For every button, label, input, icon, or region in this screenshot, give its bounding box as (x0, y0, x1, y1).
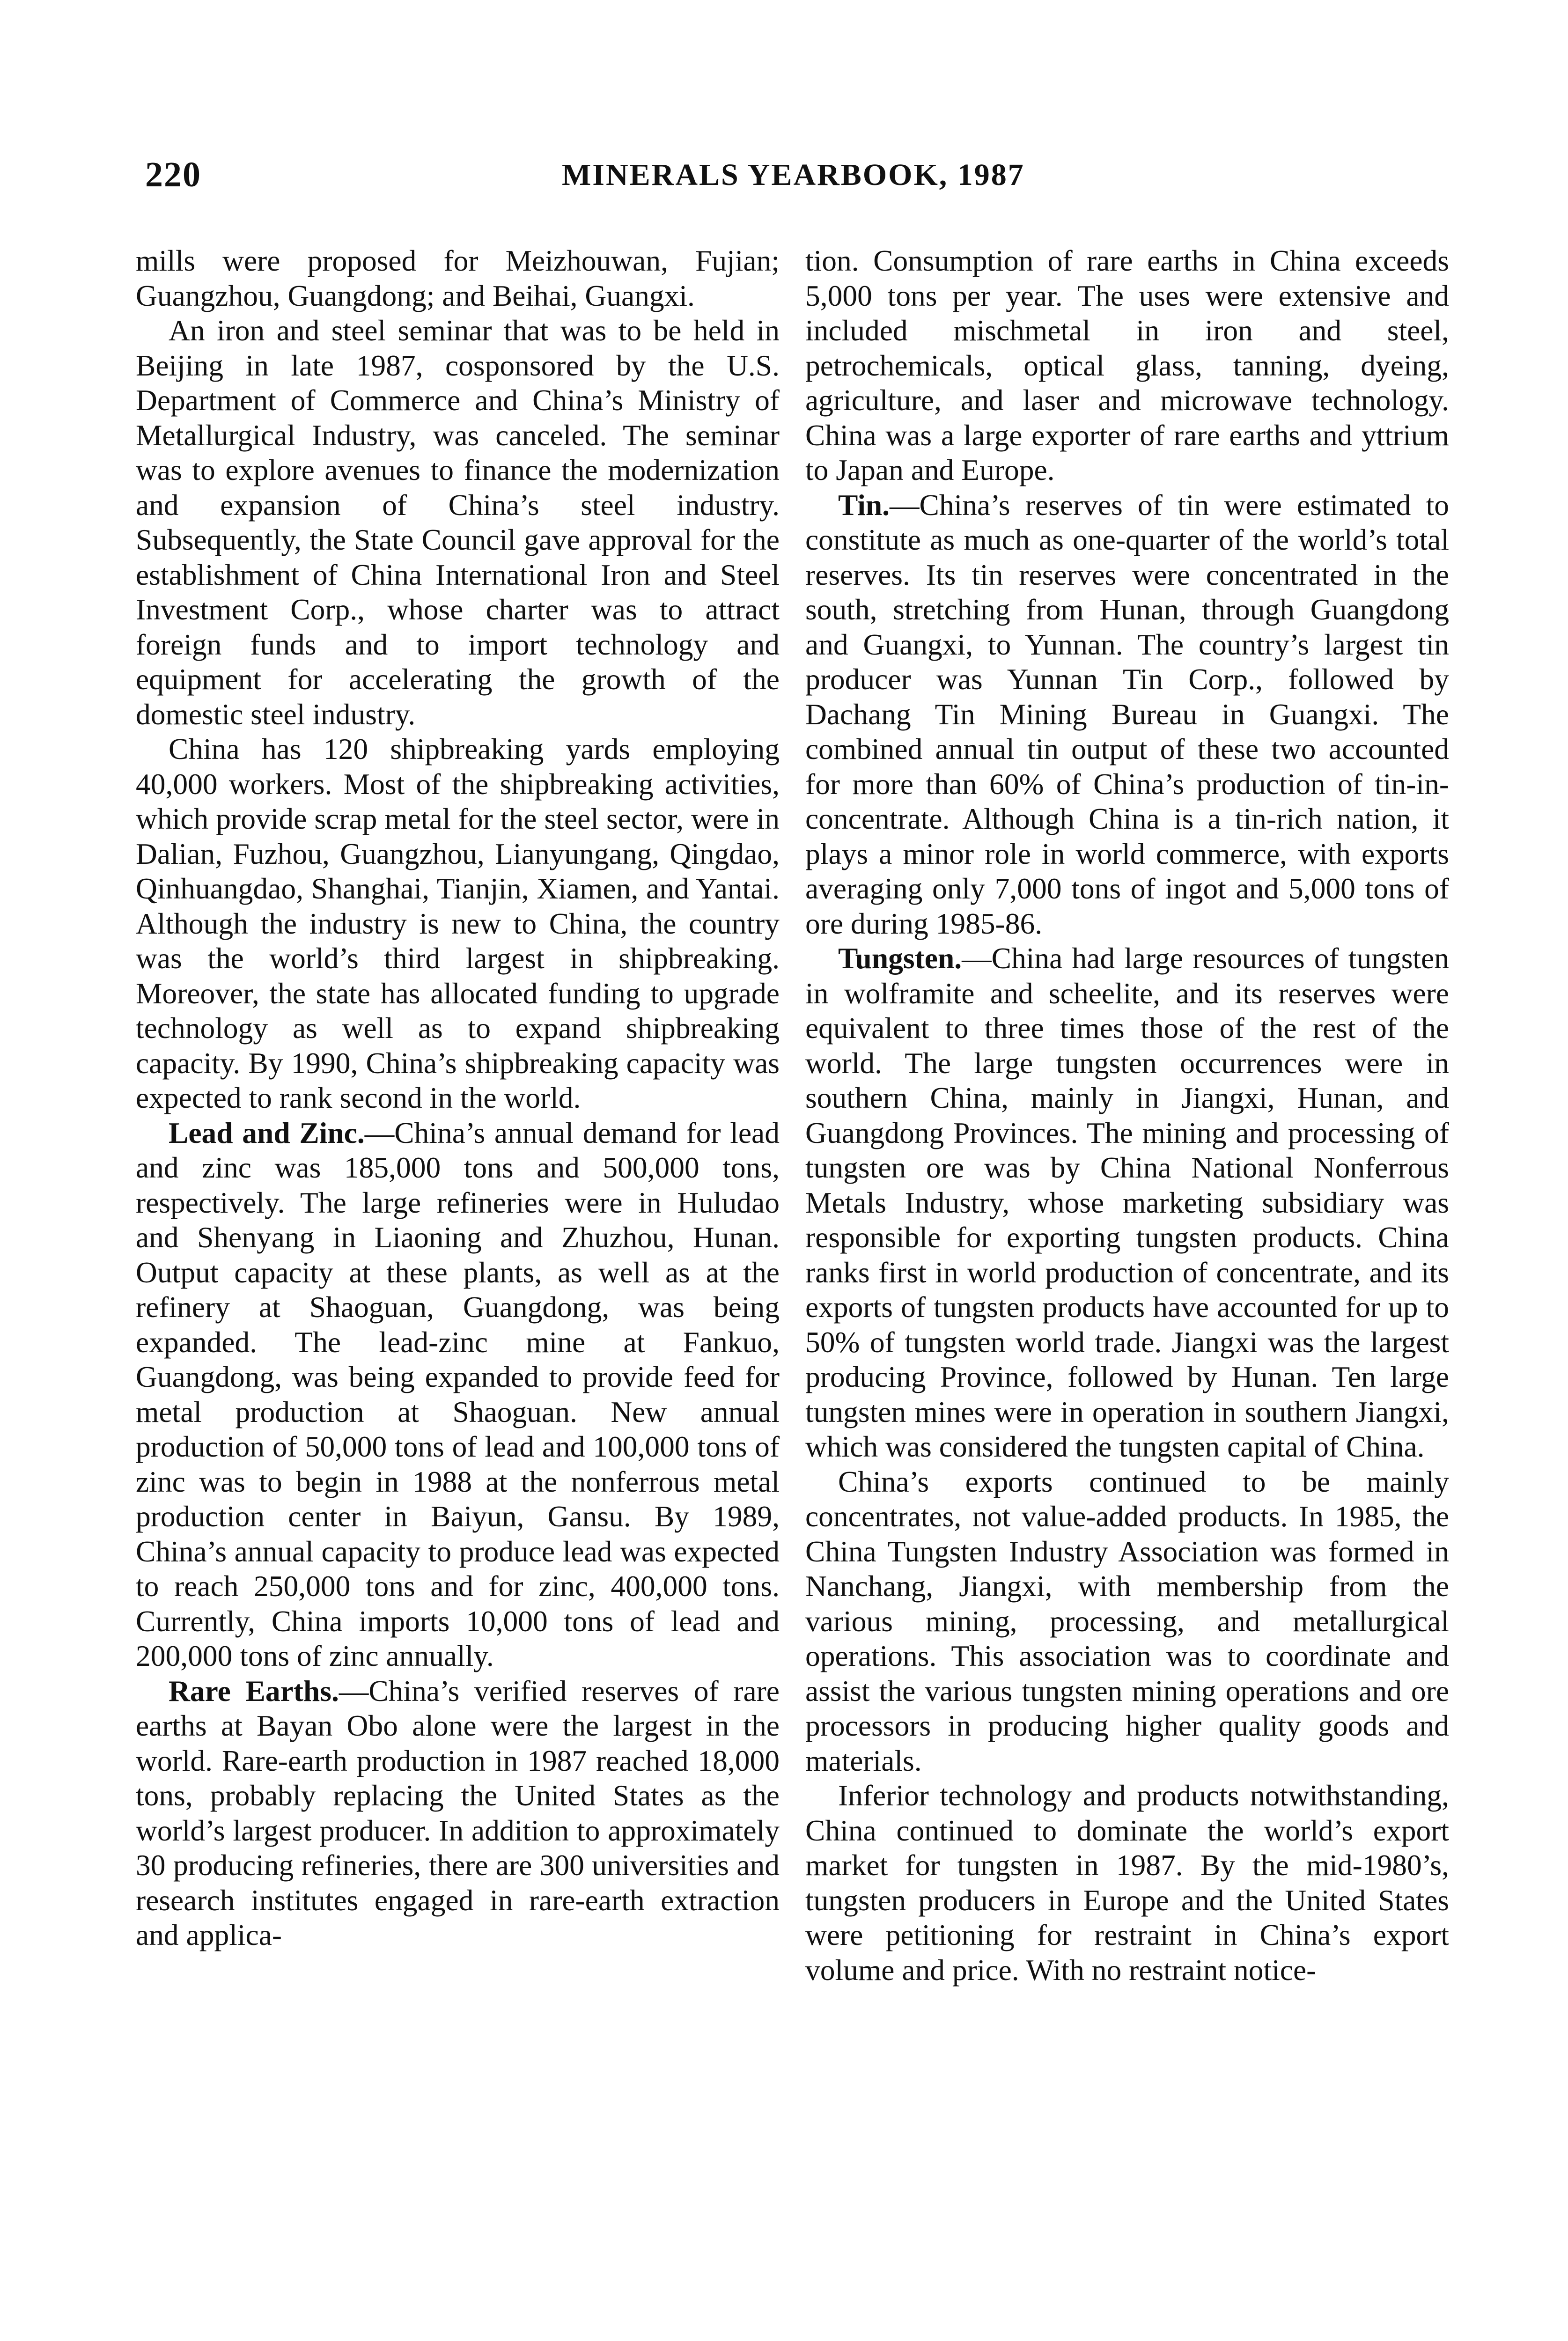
paragraph-rare-earths-text: —China’s verified reserves of rare earths at Bayan Obo alone were the largest in the world. Rare-earth production in 1987 reached 18,000 tons, probably replacing the United States as the world’s largest producer. In addition to approximately 30 producing refineries, there are 300 universities and research institutes engaged in rare-earth extraction and applica- (136, 1674, 780, 1951)
paragraph-steel-seminar: An iron and steel seminar that was to be held in Beijing in late 1987, cosponsored by the U.S. Department of Commerce and China’s Ministry of Metallurgical Industry, was canceled. The seminar was to explore avenues to finance the modernization and expansion of China’s steel industry. Subsequently, the State Council gave approval for the establishment of China International Iron and Steel Investment Corp., whose charter was to attract foreign funds and to import technology and equipment for accelerating the growth of the domestic steel industry. (136, 314, 780, 731)
paragraph-tungsten (805, 941, 1449, 1465)
paragraph-lead-zinc (136, 1116, 780, 1674)
section-heading-lead-zinc: Lead and Zinc. (169, 1116, 365, 1149)
left-column (136, 243, 780, 1953)
paragraph-tungsten-text: —China had large resources of tungsten in wolframite and scheelite, and its reserves were equivalent to three times those of the rest of the world. The large tungsten occurrences were in southern China, mainly in Jiangxi, Hunan, and Guangdong Provinces. The mining and processing of tungsten ore was by China National Nonferrous Metals Industry, whose marketing subsidiary was responsible for exporting tungsten products. China ranks first in world production of concentrate, and its exports of tungsten products have accounted for up to 50% of tungsten world trade. Jiangxi was the largest producing Province, followed by Hunan. Ten large tungsten mines were in operation in southern Jiangxi, which was considered the tungsten capital of China. (805, 942, 1449, 1463)
paragraph-tungsten-export-market: Inferior technology and products notwithstanding, China continued to dominate the world’s export market for tungsten in 1987. By the mid-1980’s, tungsten producers in Europe and the United States were petitioning for restraint in China’s export volume and price. With no restraint notice- (805, 1779, 1449, 1987)
section-heading-rare-earths: Rare Earths. (169, 1674, 339, 1708)
paragraph-steel-mills-continued: mills were proposed for Meizhouwan, Fujian; Guangzhou, Guangdong; and Beihai, Guangxi. (136, 244, 780, 312)
paragraph-shipbreaking: China has 120 shipbreaking yards employing 40,000 workers. Most of the shipbreaking activities, which provide scrap metal for the steel sector, were in Dalian, Fuzhou, Guangzhou, Lianyungang, Qingdao, Qinhuangdao, Shanghai, Tianjin, Xiamen, and Yantai. Although the industry is new to China, the country was the world’s third largest in shipbreaking. Moreover, the state has allocated funding to upgrade technology as well as to expand shipbreaking capacity. By 1990, China’s shipbreaking capacity was expected to rank second in the world. (136, 732, 780, 1114)
paragraph-rare-earths-continued: tion. Consumption of rare earths in China exceeds 5,000 tons per year. The uses were extensive and included mischmetal in iron and steel, petrochemicals, optical glass, tanning, dyeing, agriculture, and laser and microwave technology. China was a large exporter of rare earths and yttrium to Japan and Europe. (805, 244, 1449, 486)
running-title: MINERALS YEARBOOK, 1987 (562, 158, 1025, 192)
section-heading-tin: Tin. (838, 488, 890, 522)
paragraph-tin-text: —China’s reserves of tin were estimated to constitute as much as one-quarter of the world’s total reserves. Its tin reserves were concentrated in the south, stretching from Hunan, through Guangdong and Guangxi, to Yunnan. The country’s largest tin producer was Yunnan Tin Corp., followed by Dachang Tin Mining Bureau in Guangxi. The combined annual tin output of these two accounted for more than 60% of China’s production of tin-in-concentrate. Although China is a tin-rich nation, it plays a minor role in world commerce, with exports averaging only 7,000 tons of ingot and 5,000 tons of ore during 1985-86. (805, 488, 1449, 940)
paragraph-tungsten-exports: China’s exports continued to be mainly concentrates, not value-added products. In 1985, the China Tungsten Industry Association was formed in Nanchang, Jiangxi, with membership from the various mining, processing, and metallurgical operations. This association was to coordinate and assist the various tungsten mining operations and ore processors in producing higher quality goods and materials. (805, 1465, 1449, 1777)
page-header (140, 155, 1498, 206)
section-heading-tungsten: Tungsten. (838, 942, 962, 975)
page-number: 220 (145, 155, 201, 194)
right-column (805, 243, 1449, 1988)
paragraph-tin (805, 488, 1449, 942)
paragraph-lead-zinc-text: —China’s annual demand for lead and zinc was 185,000 tons and 500,000 tons, respectively. The large refineries were in Huludao and Shenyang in Liaoning and Zhuzhou, Hunan. Output capacity at these plants, as well as at the refinery at Shaoguan, Guangdong, was being expanded. The lead-zinc mine at Fankuo, Guangdong, was being expanded to provide feed for metal production at Shaoguan. New annual production of 50,000 tons of lead and 100,000 tons of zinc was to begin in 1988 at the nonferrous metal production center in Baiyun, Gansu. By 1989, China’s annual capacity to produce lead was expected to reach 250,000 tons and for zinc, 400,000 tons. Currently, China imports 10,000 tons of lead and 200,000 tons of zinc annually. (136, 1116, 780, 1672)
paragraph-rare-earths (136, 1674, 780, 1953)
